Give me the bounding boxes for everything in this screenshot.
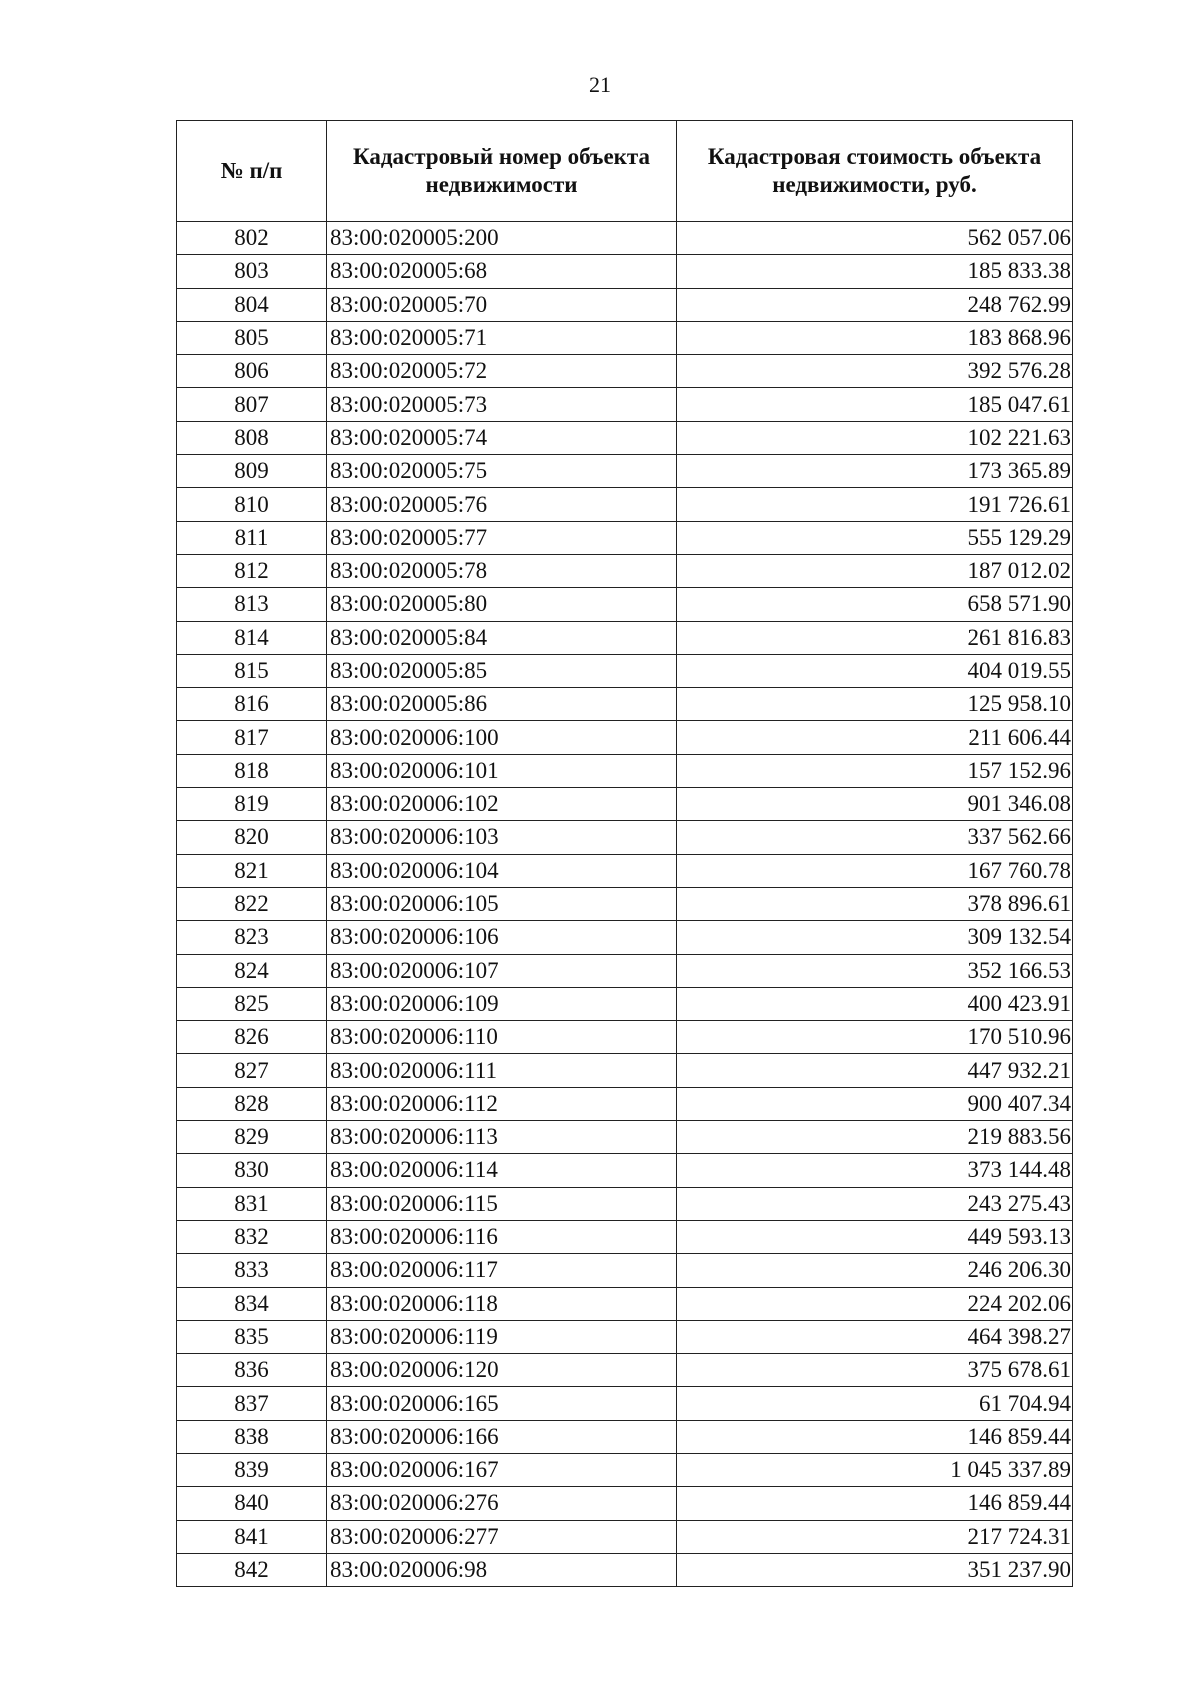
row-number-cell: 828 (177, 1087, 327, 1120)
row-number-cell: 814 (177, 621, 327, 654)
row-number-cell: 802 (177, 222, 327, 255)
cadastral-value-cell: 246 206.30 (677, 1254, 1073, 1287)
cadastral-number-cell: 83:00:020006:116 (327, 1220, 677, 1253)
cadastral-number-cell: 83:00:020006:165 (327, 1387, 677, 1420)
row-number-cell: 820 (177, 821, 327, 854)
cadastral-value-cell: 309 132.54 (677, 921, 1073, 954)
cadastral-number-cell: 83:00:020006:103 (327, 821, 677, 854)
cadastral-number-cell: 83:00:020006:119 (327, 1320, 677, 1353)
cadastral-value-cell: 146 859.44 (677, 1487, 1073, 1520)
cadastral-value-cell: 243 275.43 (677, 1187, 1073, 1220)
row-number-cell: 834 (177, 1287, 327, 1320)
cadastral-value-cell: 555 129.29 (677, 521, 1073, 554)
row-number-cell: 821 (177, 854, 327, 887)
table-row (177, 688, 1073, 721)
cadastral-value-cell: 351 237.90 (677, 1553, 1073, 1586)
table-row (177, 821, 1073, 854)
cadastral-number-cell: 83:00:020006:112 (327, 1087, 677, 1120)
table-row (177, 554, 1073, 587)
table-row (177, 921, 1073, 954)
cadastral-number-cell: 83:00:020006:113 (327, 1121, 677, 1154)
table-row (177, 1453, 1073, 1486)
row-number-cell: 839 (177, 1453, 327, 1486)
row-number-cell: 838 (177, 1420, 327, 1453)
cadastral-number-cell: 83:00:020006:110 (327, 1021, 677, 1054)
cadastral-number-cell: 83:00:020006:115 (327, 1187, 677, 1220)
cadastral-number-cell: 83:00:020006:117 (327, 1254, 677, 1287)
cadastral-number-cell: 83:00:020006:109 (327, 987, 677, 1020)
cadastral-value-cell: 352 166.53 (677, 954, 1073, 987)
row-number-cell: 809 (177, 455, 327, 488)
row-number-cell: 803 (177, 255, 327, 288)
table-row (177, 1320, 1073, 1353)
cadastral-value-cell: 173 365.89 (677, 455, 1073, 488)
row-number-cell: 837 (177, 1387, 327, 1420)
page-number: 21 (589, 72, 611, 97)
header-cadastral-number: Кадастровый номер объекта недвижимости (327, 121, 677, 222)
row-number-cell: 806 (177, 355, 327, 388)
table-row (177, 1487, 1073, 1520)
cadastral-number-cell: 83:00:020006:105 (327, 887, 677, 920)
table-body (177, 222, 1073, 1587)
cadastral-value-cell: 464 398.27 (677, 1320, 1073, 1353)
row-number-cell: 830 (177, 1154, 327, 1187)
cadastral-value-cell: 157 152.96 (677, 754, 1073, 787)
table-row (177, 1021, 1073, 1054)
cadastral-number-cell: 83:00:020006:98 (327, 1553, 677, 1586)
row-number-cell: 826 (177, 1021, 327, 1054)
table-row (177, 1553, 1073, 1586)
row-number-cell: 812 (177, 554, 327, 587)
table-row (177, 1187, 1073, 1220)
cadastral-number-cell: 83:00:020005:86 (327, 688, 677, 721)
cadastral-value-cell: 261 816.83 (677, 621, 1073, 654)
table-row (177, 388, 1073, 421)
cadastral-number-cell: 83:00:020005:77 (327, 521, 677, 554)
header-cadastral-value: Кадастровая стоимость объекта недвижимости, руб. (677, 121, 1073, 222)
cadastral-value-cell: 167 760.78 (677, 854, 1073, 887)
table-row (177, 1087, 1073, 1120)
cadastral-value-cell: 400 423.91 (677, 987, 1073, 1020)
cadastral-value-cell: 217 724.31 (677, 1520, 1073, 1553)
cadastral-number-cell: 83:00:020005:200 (327, 222, 677, 255)
row-number-cell: 811 (177, 521, 327, 554)
cadastral-value-cell: 449 593.13 (677, 1220, 1073, 1253)
cadastral-value-cell: 211 606.44 (677, 721, 1073, 754)
row-number-cell: 832 (177, 1220, 327, 1253)
table-row (177, 288, 1073, 321)
cadastral-value-cell: 392 576.28 (677, 355, 1073, 388)
cadastral-number-cell: 83:00:020006:120 (327, 1354, 677, 1387)
table-row (177, 321, 1073, 354)
cadastral-number-cell: 83:00:020005:68 (327, 255, 677, 288)
cadastral-number-cell: 83:00:020005:85 (327, 654, 677, 687)
cadastral-value-cell: 183 868.96 (677, 321, 1073, 354)
header-row-number: № п/п (177, 121, 327, 222)
cadastral-number-cell: 83:00:020005:84 (327, 621, 677, 654)
cadastral-number-cell: 83:00:020005:78 (327, 554, 677, 587)
row-number-cell: 833 (177, 1254, 327, 1287)
table-row (177, 754, 1073, 787)
row-number-cell: 818 (177, 754, 327, 787)
cadastral-value-cell: 447 932.21 (677, 1054, 1073, 1087)
row-number-cell: 817 (177, 721, 327, 754)
row-number-cell: 807 (177, 388, 327, 421)
table-row (177, 1054, 1073, 1087)
row-number-cell: 831 (177, 1187, 327, 1220)
table-row (177, 588, 1073, 621)
row-number-cell: 804 (177, 288, 327, 321)
row-number-cell: 836 (177, 1354, 327, 1387)
cadastral-value-cell: 61 704.94 (677, 1387, 1073, 1420)
row-number-cell: 813 (177, 588, 327, 621)
row-number-cell: 819 (177, 788, 327, 821)
table-row (177, 1287, 1073, 1320)
cadastral-value-cell: 185 833.38 (677, 255, 1073, 288)
cadastral-value-cell: 185 047.61 (677, 388, 1073, 421)
cadastral-value-cell: 102 221.63 (677, 421, 1073, 454)
cadastral-value-cell: 1 045 337.89 (677, 1453, 1073, 1486)
row-number-cell: 825 (177, 987, 327, 1020)
table-row (177, 721, 1073, 754)
row-number-cell: 824 (177, 954, 327, 987)
row-number-cell: 829 (177, 1121, 327, 1154)
cadastral-number-cell: 83:00:020005:70 (327, 288, 677, 321)
row-number-cell: 827 (177, 1054, 327, 1087)
cadastral-number-cell: 83:00:020005:80 (327, 588, 677, 621)
table-header (177, 121, 1073, 222)
table-row (177, 421, 1073, 454)
table-row (177, 621, 1073, 654)
cadastral-number-cell: 83:00:020006:102 (327, 788, 677, 821)
cadastral-number-cell: 83:00:020006:101 (327, 754, 677, 787)
cadastral-value-cell: 658 571.90 (677, 588, 1073, 621)
cadastral-value-cell: 191 726.61 (677, 488, 1073, 521)
table-row (177, 255, 1073, 288)
row-number-cell: 805 (177, 321, 327, 354)
table-row (177, 521, 1073, 554)
cadastral-number-cell: 83:00:020006:166 (327, 1420, 677, 1453)
table-row (177, 1520, 1073, 1553)
table-row (177, 222, 1073, 255)
cadastral-number-cell: 83:00:020005:74 (327, 421, 677, 454)
row-number-cell: 835 (177, 1320, 327, 1353)
cadastral-value-cell: 373 144.48 (677, 1154, 1073, 1187)
cadastral-number-cell: 83:00:020005:76 (327, 488, 677, 521)
table-header-row (177, 121, 1073, 222)
cadastral-value-cell: 224 202.06 (677, 1287, 1073, 1320)
cadastral-number-cell: 83:00:020006:104 (327, 854, 677, 887)
cadastral-number-cell: 83:00:020006:276 (327, 1487, 677, 1520)
table-row (177, 488, 1073, 521)
cadastral-value-cell: 900 407.34 (677, 1087, 1073, 1120)
cadastral-number-cell: 83:00:020006:107 (327, 954, 677, 987)
table-row (177, 987, 1073, 1020)
row-number-cell: 841 (177, 1520, 327, 1553)
table-row (177, 455, 1073, 488)
row-number-cell: 816 (177, 688, 327, 721)
row-number-cell: 840 (177, 1487, 327, 1520)
cadastral-value-cell: 125 958.10 (677, 688, 1073, 721)
row-number-cell: 810 (177, 488, 327, 521)
table-row (177, 788, 1073, 821)
table-row (177, 1387, 1073, 1420)
row-number-cell: 842 (177, 1553, 327, 1586)
cadastral-number-cell: 83:00:020005:71 (327, 321, 677, 354)
table-row (177, 954, 1073, 987)
table-row (177, 355, 1073, 388)
cadastral-value-cell: 219 883.56 (677, 1121, 1073, 1154)
cadastral-value-table (176, 120, 1073, 1587)
cadastral-number-cell: 83:00:020006:167 (327, 1453, 677, 1486)
row-number-cell: 822 (177, 887, 327, 920)
cadastral-value-cell: 562 057.06 (677, 222, 1073, 255)
cadastral-number-cell: 83:00:020006:111 (327, 1054, 677, 1087)
cadastral-number-cell: 83:00:020006:277 (327, 1520, 677, 1553)
table-row (177, 1420, 1073, 1453)
cadastral-value-cell: 248 762.99 (677, 288, 1073, 321)
cadastral-number-cell: 83:00:020006:114 (327, 1154, 677, 1187)
cadastral-value-cell: 378 896.61 (677, 887, 1073, 920)
row-number-cell: 815 (177, 654, 327, 687)
cadastral-number-cell: 83:00:020005:75 (327, 455, 677, 488)
table-row (177, 854, 1073, 887)
cadastral-number-cell: 83:00:020005:72 (327, 355, 677, 388)
table-row (177, 654, 1073, 687)
cadastral-value-cell: 170 510.96 (677, 1021, 1073, 1054)
cadastral-value-cell: 375 678.61 (677, 1354, 1073, 1387)
cadastral-value-cell: 404 019.55 (677, 654, 1073, 687)
cadastral-number-cell: 83:00:020005:73 (327, 388, 677, 421)
table-row (177, 887, 1073, 920)
cadastral-value-cell: 901 346.08 (677, 788, 1073, 821)
row-number-cell: 808 (177, 421, 327, 454)
table-row (177, 1220, 1073, 1253)
table-row (177, 1154, 1073, 1187)
table-row (177, 1354, 1073, 1387)
cadastral-number-cell: 83:00:020006:100 (327, 721, 677, 754)
table-row (177, 1254, 1073, 1287)
table-row (177, 1121, 1073, 1154)
row-number-cell: 823 (177, 921, 327, 954)
cadastral-number-cell: 83:00:020006:118 (327, 1287, 677, 1320)
cadastral-value-cell: 146 859.44 (677, 1420, 1073, 1453)
cadastral-value-cell: 337 562.66 (677, 821, 1073, 854)
cadastral-value-cell: 187 012.02 (677, 554, 1073, 587)
cadastral-number-cell: 83:00:020006:106 (327, 921, 677, 954)
